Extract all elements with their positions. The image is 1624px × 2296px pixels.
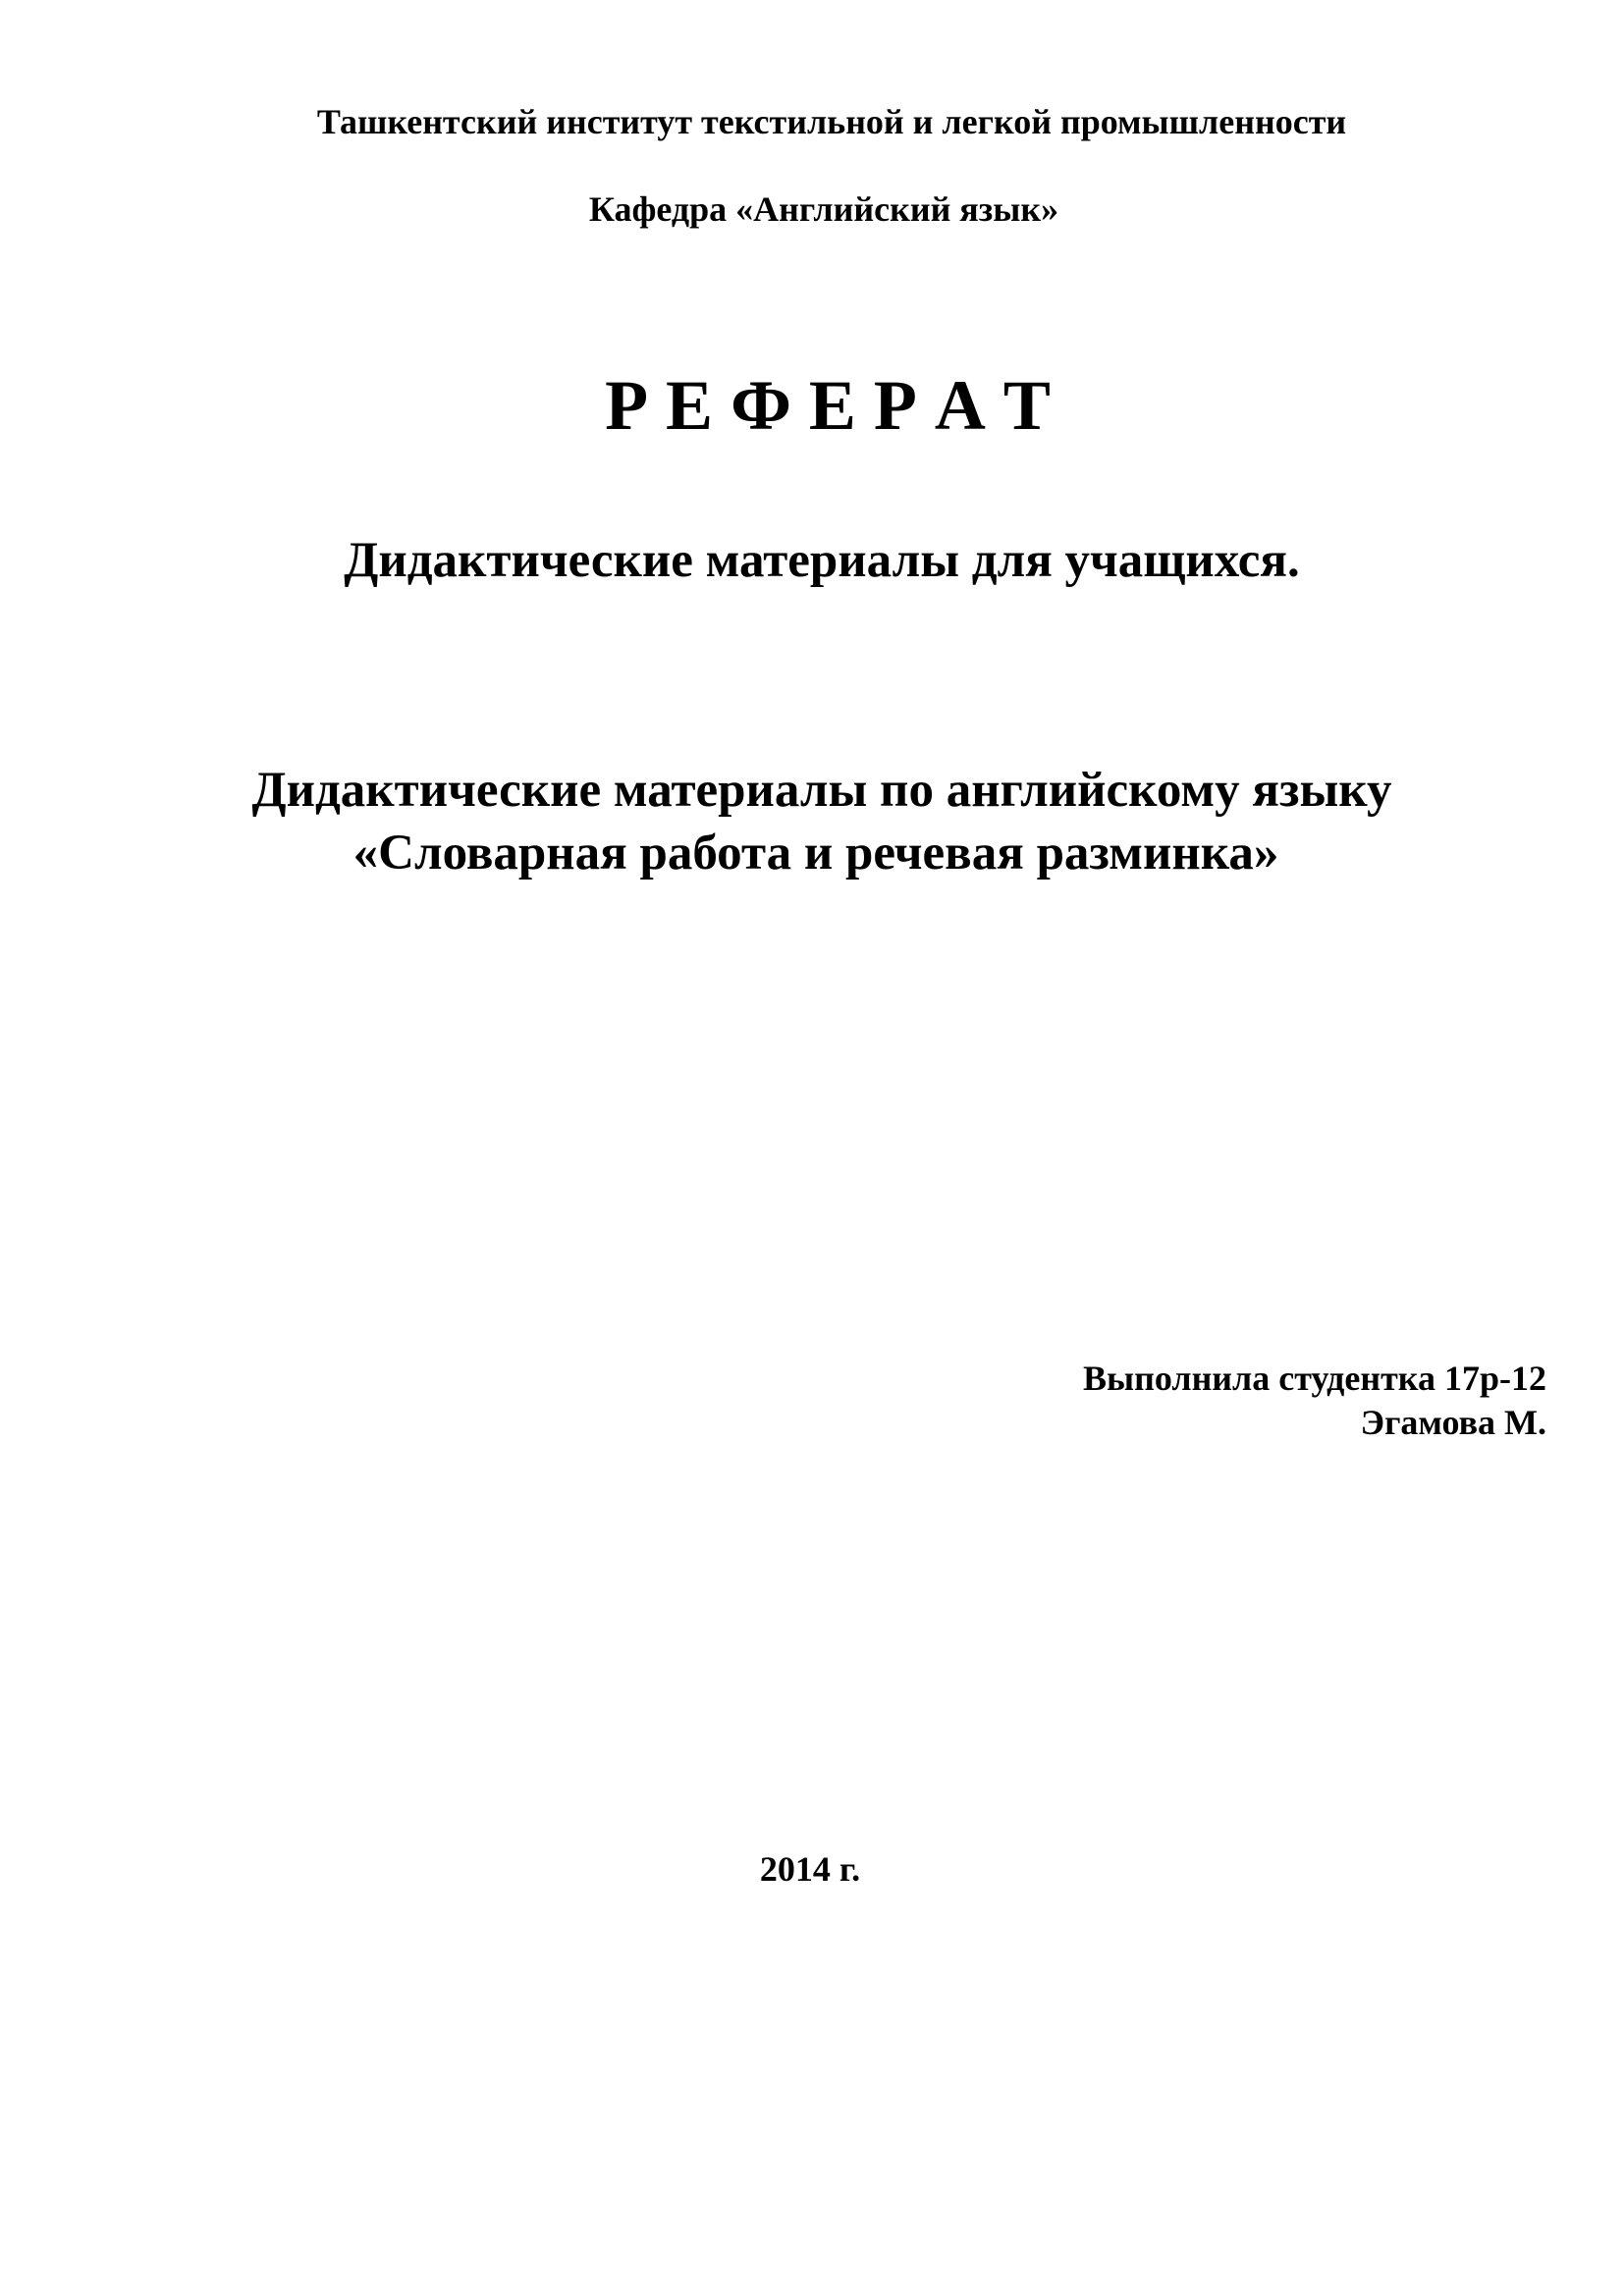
author-line-1: Выполнила студентка 17р-12 xyxy=(1082,1359,1546,1398)
author-line-2: Эгамова М. xyxy=(1360,1403,1546,1442)
document-subtitle: Дидактические материалы для учащихся. xyxy=(344,533,1300,588)
department-name: Кафедра «Английский язык» xyxy=(588,189,1059,229)
document-year: 2014 г. xyxy=(759,1849,861,1889)
topic-line-2: «Словарная работа и речевая разминка» xyxy=(352,826,1279,881)
author-block xyxy=(1083,1357,1546,1445)
document-title: Р Е Ф Е Р А Т xyxy=(605,366,1051,445)
topic-line-1: Дидактические материалы по английскому языку xyxy=(251,763,1392,818)
institute-name: Ташкентский институт текстильной и легкой промышленности xyxy=(316,102,1347,141)
